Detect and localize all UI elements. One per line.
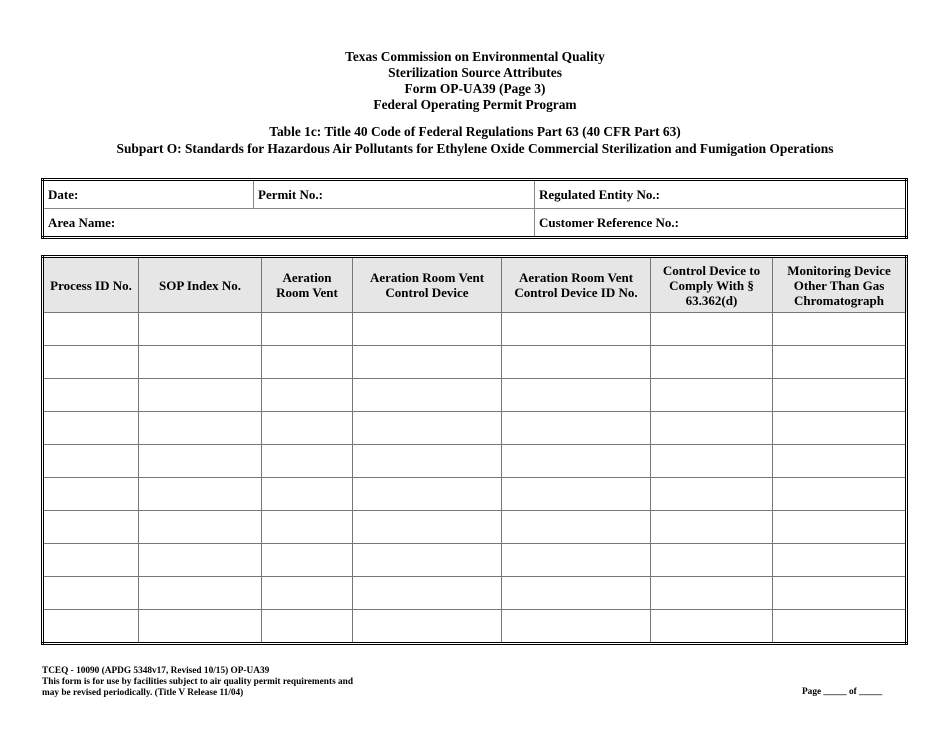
table-row xyxy=(43,412,907,445)
table-cell[interactable] xyxy=(773,610,907,644)
table-cell[interactable] xyxy=(502,379,651,412)
column-header: Aeration Room Vent Control Device xyxy=(353,257,502,313)
info-table xyxy=(41,178,908,239)
table-cell[interactable] xyxy=(262,577,353,610)
customer-reference-field[interactable]: Customer Reference No.: xyxy=(535,209,907,238)
table-cell[interactable] xyxy=(651,544,773,577)
table-cell[interactable] xyxy=(353,544,502,577)
table-row xyxy=(43,313,907,346)
table-cell[interactable] xyxy=(262,412,353,445)
form-number: Form OP-UA39 (Page 3) xyxy=(404,81,546,96)
table-cell[interactable] xyxy=(43,544,139,577)
table-cell[interactable] xyxy=(651,346,773,379)
form-header xyxy=(0,49,950,113)
footer-note-line1: This form is for use by facilities subject to air quality permit requirements and xyxy=(42,677,354,687)
table-row xyxy=(43,379,907,412)
table-cell[interactable] xyxy=(262,346,353,379)
table-cell[interactable] xyxy=(139,577,262,610)
table-cell[interactable] xyxy=(139,544,262,577)
table-cell[interactable] xyxy=(43,511,139,544)
program-name: Federal Operating Permit Program xyxy=(373,97,577,112)
table-cell[interactable] xyxy=(43,478,139,511)
table-cell[interactable] xyxy=(139,478,262,511)
table-cell[interactable] xyxy=(651,445,773,478)
form-footer xyxy=(42,666,353,699)
table-row xyxy=(43,445,907,478)
table-cell[interactable] xyxy=(262,478,353,511)
table-cell[interactable] xyxy=(139,511,262,544)
table-cell[interactable] xyxy=(262,544,353,577)
table-cell[interactable] xyxy=(651,412,773,445)
table-cell[interactable] xyxy=(43,313,139,346)
table-cell[interactable] xyxy=(773,544,907,577)
table-cell[interactable] xyxy=(43,379,139,412)
table-cell[interactable] xyxy=(773,412,907,445)
table-cell[interactable] xyxy=(262,379,353,412)
table-cell[interactable] xyxy=(773,511,907,544)
table-cell[interactable] xyxy=(353,379,502,412)
table-cell[interactable] xyxy=(262,445,353,478)
table-cell[interactable] xyxy=(139,313,262,346)
table-row xyxy=(43,346,907,379)
table-cell[interactable] xyxy=(502,610,651,644)
table-cell[interactable] xyxy=(262,610,353,644)
table-cell[interactable] xyxy=(502,445,651,478)
table-row xyxy=(43,577,907,610)
table-cell[interactable] xyxy=(353,445,502,478)
regulated-entity-field[interactable]: Regulated Entity No.: xyxy=(535,180,907,209)
form-subject: Sterilization Source Attributes xyxy=(388,65,562,80)
column-header: Aeration Room Vent Control Device ID No. xyxy=(502,257,651,313)
column-header: Process ID No. xyxy=(43,257,139,313)
table-cell[interactable] xyxy=(353,577,502,610)
table-cell[interactable] xyxy=(353,478,502,511)
table-row xyxy=(43,478,907,511)
permit-number-field[interactable]: Permit No.: xyxy=(254,180,535,209)
table-cell[interactable] xyxy=(43,346,139,379)
table-cell[interactable] xyxy=(773,313,907,346)
table-title xyxy=(0,123,950,157)
table-cell[interactable] xyxy=(502,511,651,544)
table-cell[interactable] xyxy=(773,346,907,379)
table-cell[interactable] xyxy=(651,610,773,644)
table-cell[interactable] xyxy=(139,412,262,445)
footer-note-line2: may be revised periodically. (Title V Release 11/04) xyxy=(42,688,244,698)
table-cell[interactable] xyxy=(262,313,353,346)
table-cell[interactable] xyxy=(651,577,773,610)
table-cell[interactable] xyxy=(262,511,353,544)
table-cell[interactable] xyxy=(139,610,262,644)
table-cell[interactable] xyxy=(502,577,651,610)
table-cell[interactable] xyxy=(651,379,773,412)
page-number: Page _____ of _____ xyxy=(802,687,883,697)
table-cell[interactable] xyxy=(353,346,502,379)
column-header: SOP Index No. xyxy=(139,257,262,313)
table-cell[interactable] xyxy=(502,346,651,379)
table-cell[interactable] xyxy=(139,445,262,478)
table-title-line2: Subpart O: Standards for Hazardous Air Pollutants for Ethylene Oxide Commercial Sterilization and Fumigation Operations xyxy=(116,141,834,156)
area-name-field[interactable]: Area Name: xyxy=(43,209,535,238)
table-header-row xyxy=(43,257,907,313)
table-cell[interactable] xyxy=(353,610,502,644)
table-cell[interactable] xyxy=(353,313,502,346)
table-cell[interactable] xyxy=(773,478,907,511)
table-cell[interactable] xyxy=(502,478,651,511)
table-cell[interactable] xyxy=(651,511,773,544)
table-cell[interactable] xyxy=(502,544,651,577)
table-cell[interactable] xyxy=(651,313,773,346)
table-cell[interactable] xyxy=(773,379,907,412)
footer-form-id: TCEQ - 10090 (APDG 5348v17, Revised 10/15) OP-UA39 xyxy=(42,666,270,676)
table-body xyxy=(43,313,907,644)
column-header: Aeration Room Vent xyxy=(262,257,353,313)
table-cell[interactable] xyxy=(773,577,907,610)
table-cell[interactable] xyxy=(139,346,262,379)
table-cell[interactable] xyxy=(43,412,139,445)
table-row xyxy=(43,511,907,544)
table-cell[interactable] xyxy=(773,445,907,478)
table-title-line1: Table 1c: Title 40 Code of Federal Regulations Part 63 (40 CFR Part 63) xyxy=(269,124,681,139)
date-field[interactable]: Date: xyxy=(43,180,254,209)
table-cell[interactable] xyxy=(651,478,773,511)
table-cell[interactable] xyxy=(353,511,502,544)
agency-name: Texas Commission on Environmental Quality xyxy=(345,49,605,64)
table-cell[interactable] xyxy=(43,577,139,610)
table-cell[interactable] xyxy=(502,313,651,346)
table-cell[interactable] xyxy=(43,445,139,478)
table-row xyxy=(43,544,907,577)
table-row xyxy=(43,610,907,644)
table-cell[interactable] xyxy=(502,412,651,445)
table-cell[interactable] xyxy=(43,610,139,644)
column-header: Monitoring Device Other Than Gas Chromatograph xyxy=(773,257,907,313)
attributes-table xyxy=(41,255,908,645)
column-header: Control Device to Comply With § 63.362(d) xyxy=(651,257,773,313)
table-cell[interactable] xyxy=(353,412,502,445)
table-cell[interactable] xyxy=(139,379,262,412)
